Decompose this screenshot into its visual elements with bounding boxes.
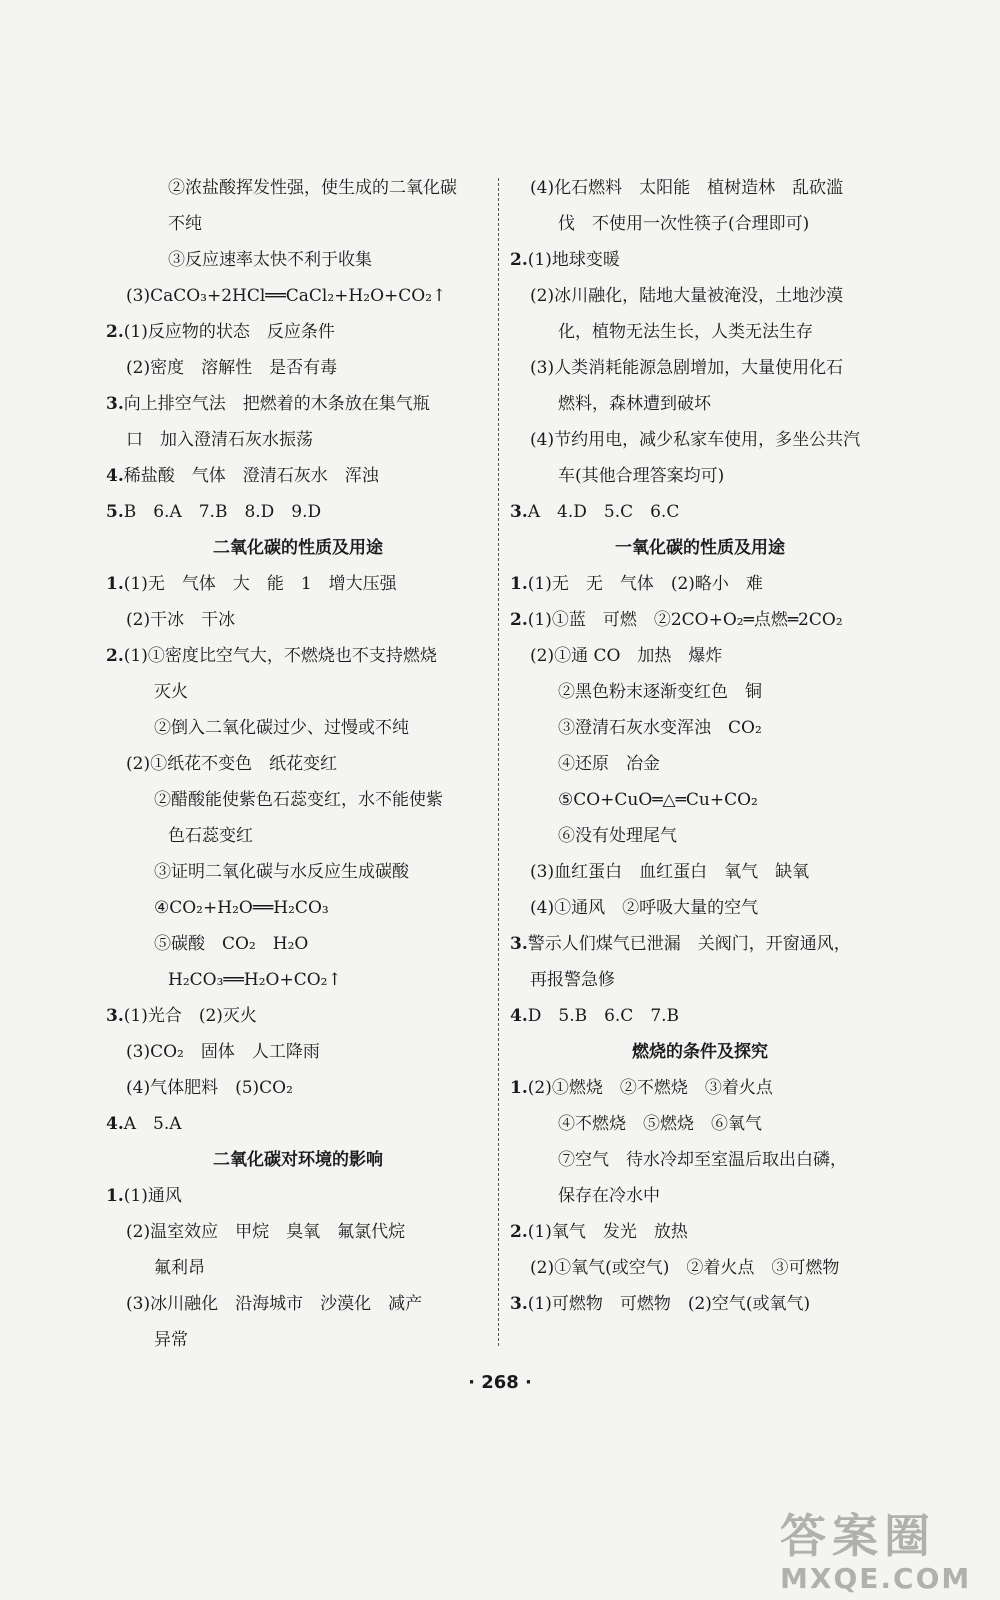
answer-text: (2)①通 CO 加热 爆炸 [530,646,723,666]
answer-line [106,1250,490,1286]
question-number: 1. [510,1078,528,1098]
answer-line [106,1070,490,1106]
answer-line [510,386,890,422]
answer-text: (3)人类消耗能源急剧增加，大量使用化石 [530,358,844,378]
answer-line [510,1142,890,1178]
answer-text: (2)冰川融化，陆地大量被淹没，土地沙漠 [530,286,844,306]
answer-line [510,170,890,206]
answer-text: ④还原 冶金 [558,754,660,774]
answer-text: ⑤碳酸 CO₂ H₂O [154,934,309,954]
answer-line [510,998,890,1034]
answer-text: ⑦空气 待水冷却至室温后取出白磷， [558,1150,847,1170]
question-number: 3. [106,394,124,414]
answer-text: (1)氧气 发光 放热 [527,1222,688,1242]
answer-text: 灭火 [154,682,188,702]
question-number: 3. [106,1006,124,1026]
answer-line [106,746,490,782]
answer-line [106,1178,490,1214]
answer-text: (3)血红蛋白 血红蛋白 氧气 缺氧 [530,862,810,882]
answer-line [106,602,490,638]
answer-text: ②浓盐酸挥发性强，使生成的二氧化碳 [168,178,457,198]
question-number: 4. [106,466,124,486]
answer-line [510,926,890,962]
answer-text: 燃料，森林遭到破坏 [558,394,711,414]
answer-line [106,1322,490,1358]
answer-text: D 5.B 6.C 7.B [527,1006,680,1026]
page-number: · 268 · [468,1372,532,1393]
question-number: 3. [510,502,528,522]
answer-text: ③反应速率太快不利于收集 [168,250,372,270]
answer-line [106,890,490,926]
answer-line [106,242,490,278]
answer-line [106,638,490,674]
answer-text: B 6.A 7.B 8.D 9.D [123,502,322,522]
answer-line [510,350,890,386]
left-column [106,170,490,1358]
answer-text: ③证明二氧化碳与水反应生成碳酸 [154,862,409,882]
answer-line [510,674,890,710]
answer-line [510,1178,890,1214]
answer-text: 警示人们煤气已泄漏 关阀门，开窗通风， [527,934,851,954]
answer-line [106,458,490,494]
answer-text: ⑥没有处理尾气 [558,826,677,846]
column-divider [498,178,499,1346]
answer-text: 向上排空气法 把燃着的木条放在集气瓶 [123,394,430,414]
answer-line [106,422,490,458]
answer-text: 异常 [154,1330,188,1350]
answer-text: ③澄清石灰水变浑浊 CO₂ [558,718,762,738]
answer-text: 化，植物无法生长，人类无法生存 [558,322,813,342]
answer-text: (2)密度 溶解性 是否有毒 [126,358,338,378]
answer-line [106,1034,490,1070]
answer-line [510,566,890,602]
answer-text: (2)①燃烧 ②不燃烧 ③着火点 [527,1078,773,1098]
answer-line [106,206,490,242]
answer-line [106,1106,490,1142]
answer-line [510,494,890,530]
answer-text: 口 加入澄清石灰水振荡 [126,430,313,450]
question-number: 5. [106,502,124,522]
answer-text: ⑤CO+CuO═△═Cu+CO₂ [558,790,758,810]
answer-text: (1)可燃物 可燃物 (2)空气(或氧气) [527,1294,811,1314]
section-heading: 二氧化碳对环境的影响 [213,1150,383,1170]
answer-line [106,674,490,710]
answer-line [106,494,490,530]
answer-line [106,170,490,206]
answer-text: 再报警急修 [530,970,615,990]
answer-line [510,710,890,746]
answer-text: (4)节约用电，减少私家车使用，多坐公共汽 [530,430,861,450]
answer-line [106,278,490,314]
answer-text: (2)温室效应 甲烷 臭氧 氟氯代烷 [126,1222,406,1242]
answer-line [106,386,490,422]
question-number: 4. [106,1114,124,1134]
answer-text: (1)①蓝 可燃 ②2CO+O₂═点燃═2CO₂ [527,610,843,630]
answer-text: (1)无 气体 大 能 1 增大压强 [123,574,397,594]
question-number: 2. [510,1222,528,1242]
question-number: 1. [510,574,528,594]
question-number: 2. [510,610,528,630]
answer-line [510,242,890,278]
answer-text: (2)①纸花不变色 纸花变红 [126,754,338,774]
question-number: 2. [106,322,124,342]
answer-text: (3)冰川融化 沿海城市 沙漠化 减产 [126,1294,423,1314]
section-heading: 一氧化碳的性质及用途 [615,538,785,558]
answer-line [510,1070,890,1106]
question-number: 3. [510,934,528,954]
answer-line [106,1286,490,1322]
answer-line [510,818,890,854]
answer-text: (1)光合 (2)灭火 [123,1006,257,1026]
question-number: 2. [106,646,124,666]
watermark-logo [780,1500,980,1595]
answer-line [510,854,890,890]
answer-line [510,1106,890,1142]
answer-line [510,458,890,494]
question-number: 1. [106,1186,124,1206]
answer-line [510,638,890,674]
answer-text: (1)通风 [123,1186,182,1206]
answer-line [106,710,490,746]
watermark-url: MXQE.COM [780,1562,972,1595]
answer-text: (2)干冰 干冰 [126,610,236,630]
answer-line [510,314,890,350]
answer-line [106,566,490,602]
answer-text: (3)CO₂ 固体 人工降雨 [126,1042,320,1062]
answer-line [510,602,890,638]
answer-line [106,854,490,890]
answer-text: (3)CaCO₃+2HCl══CaCl₂+H₂O+CO₂↑ [126,286,447,306]
answer-line [106,350,490,386]
answer-line [106,1214,490,1250]
watermark-title: 答案圈 [780,1509,936,1563]
answer-text: A 4.D 5.C 6.C [527,502,680,522]
section-heading: 燃烧的条件及探究 [632,1042,768,1062]
answer-text: ②倒入二氧化碳过少、过慢或不纯 [154,718,409,738]
answer-line [106,926,490,962]
answer-text: (4)气体肥料 (5)CO₂ [126,1078,293,1098]
answer-text: 色石蕊变红 [168,826,253,846]
answer-text: H₂CO₃══H₂O+CO₂↑ [168,970,342,990]
answer-text: 稀盐酸 气体 澄清石灰水 浑浊 [123,466,379,486]
question-number: 2. [510,250,528,270]
answer-line [510,206,890,242]
answer-text: ④CO₂+H₂O══H₂CO₃ [154,898,329,918]
answer-text: 不纯 [168,214,202,234]
section-heading: 二氧化碳的性质及用途 [213,538,383,558]
answer-text: (4)化石燃料 太阳能 植树造林 乱砍滥 [530,178,844,198]
answer-text: (1)地球变暖 [527,250,620,270]
question-number: 3. [510,1294,528,1314]
answer-text: ④不燃烧 ⑤燃烧 ⑥氧气 [558,1114,762,1134]
answer-line [106,782,490,818]
answer-text: 伐 不使用一次性筷子(合理即可) [558,214,810,234]
answer-line [510,1214,890,1250]
answer-text: 保存在冷水中 [558,1186,660,1206]
question-number: 4. [510,1006,528,1026]
answer-line [510,782,890,818]
right-column [510,170,890,1322]
answer-line [510,890,890,926]
answer-text: (1)反应物的状态 反应条件 [123,322,335,342]
answer-line [106,998,490,1034]
answer-line [510,962,890,998]
answer-text: (1)无 无 气体 (2)略小 难 [527,574,763,594]
answer-text: ②黑色粉末逐渐变红色 铜 [558,682,762,702]
answer-text: 车(其他合理答案均可) [558,466,725,486]
answer-line [510,278,890,314]
answer-line [106,962,490,998]
answer-text: (1)①密度比空气大，不燃烧也不支持燃烧 [123,646,437,666]
answer-text: A 5.A [123,1114,182,1134]
answer-text: (2)①氧气(或空气) ②着火点 ③可燃物 [530,1258,840,1278]
answer-line [510,1250,890,1286]
answer-line [510,746,890,782]
answer-line [510,1286,890,1322]
answer-line [106,314,490,350]
answer-line [106,818,490,854]
answer-text: ②醋酸能使紫色石蕊变红，水不能使紫 [154,790,443,810]
answer-line [510,422,890,458]
answer-text: 氟利昂 [154,1258,205,1278]
question-number: 1. [106,574,124,594]
answer-text: (4)①通风 ②呼吸大量的空气 [530,898,759,918]
